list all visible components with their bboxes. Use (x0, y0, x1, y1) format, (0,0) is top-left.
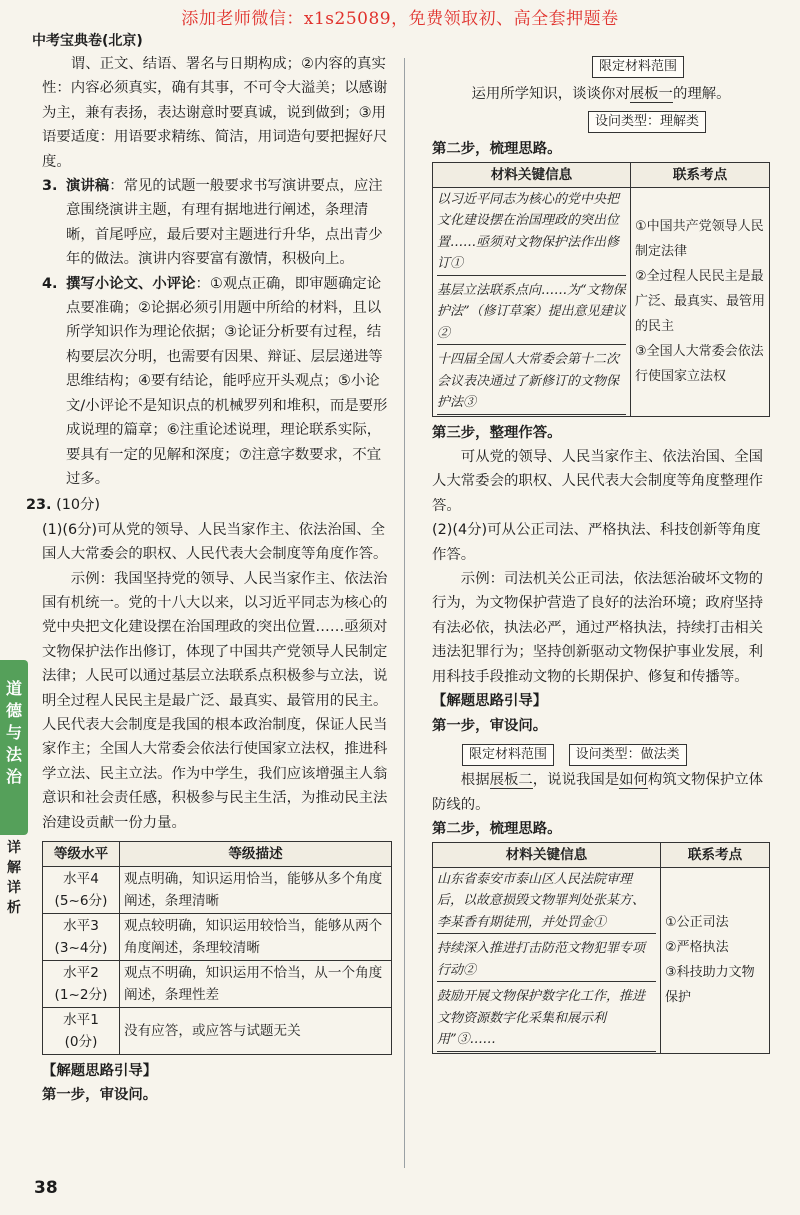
subject-side-tab (0, 660, 28, 835)
step-heading: 第二步，梳理思路。 (432, 821, 562, 838)
grade-score: (1~2分) (54, 987, 108, 1003)
list-item-speech (42, 174, 392, 272)
table-header: 联系考点 (631, 162, 770, 187)
question-2-part: (2)(4分)可从公正司法、严格执法、科技创新等角度作答。 (432, 522, 761, 563)
paragraph-letter-format: 谓、正文、结语、署名与日期构成；②内容的真实性：内容必须真实，确有其事，不可令大溢美；以感谢为主，兼有表扬，表达谢意时要真诚，说到做到；③用语要适度：用语要求精练、简洁，用词造句要把握好尺度。 (42, 56, 388, 170)
material-ref: 展板一 (629, 86, 673, 103)
prompt-text: 构筑文物保护立体防线的。 (432, 772, 764, 813)
tag-question-type: 设问类型：做法类 (569, 744, 687, 766)
column-divider (404, 58, 405, 1168)
question-23-part1: (1)(6分)可从党的领导、人民当家作主、依法治国、全国人大常委会的职权、人民代表大会制度等角度作答。 (42, 521, 388, 563)
key-info: 山东省泰安市泰山区人民法院审理后，以故意损毁文物罪判处张某方、李某香有期徒刑，并处罚金① (437, 869, 656, 935)
grade-score: (3~4分) (54, 940, 108, 956)
key-info: 基层立法联系点向……为“文物保护法”（修订草案）提出意见建议② (437, 280, 626, 346)
table-row (43, 961, 392, 1008)
analysis-table-1 (432, 162, 770, 417)
prompt-text: 根据 (460, 772, 490, 789)
table-row (433, 187, 770, 416)
key-info-cell (433, 867, 661, 1053)
grade-description: 没有应答，或应答与试题无关 (120, 1008, 392, 1055)
item-heading: 演讲稿 (66, 178, 110, 195)
tag-material-scope: 限定材料范围 (462, 744, 554, 766)
grade-table-header: 等级水平 (43, 842, 120, 867)
right-column (432, 52, 770, 1054)
table-header: 材料关键信息 (433, 162, 631, 187)
material-ref: 展板二 (489, 772, 533, 789)
grade-level: 水平3 (63, 918, 99, 934)
page-number: 38 (34, 1178, 58, 1198)
guide-heading: 【解题思路引导】 (42, 1063, 158, 1079)
grade-score: (5~6分) (54, 893, 108, 909)
grade-table (42, 841, 392, 1055)
question-1-prompt (432, 82, 770, 106)
grade-level: 水平2 (63, 965, 99, 981)
prompt-text: 运用所学知识，谈谈你对 (471, 86, 630, 103)
item-text: ：①观点正确，即审题确定论点要准确；②论据必须引用题中所给的材料，且以所学知识作为理论依据；③论证分析要有过程，结构要层次分明，也需要有因果、辩证、层层递进等思维结构；④要有结论，能呼应开头观点；⑤小论文/小评论不是知识点的机械罗列和堆积，而是要形成说理的篇章；⑥注重论述说理，理论联系实际，要具有一定的见解和深度；⑦注意字数要求，不宜过多。 (66, 275, 388, 487)
prompt-text: ，说说我国是 (532, 772, 620, 789)
question-23-header (26, 493, 392, 517)
item-number: 3. (42, 178, 58, 195)
grade-score: (0分) (64, 1034, 98, 1050)
watermark-text: 添加老师微信：x1s25089，免费领取初、高全套押题卷 (181, 9, 619, 29)
question-number: 23. (26, 497, 52, 514)
subject-label: 道德与法治 (5, 679, 22, 786)
list-item-essay (42, 272, 392, 492)
tag-material-scope: 限定材料范围 (592, 56, 684, 78)
grade-level: 水平1 (63, 1012, 99, 1028)
question-2-example: 示例：司法机关公正司法，依法惩治破坏文物的行为，为文物保护营造了良好的法治环境；政府坚持有法必依，执法必严，通过严格执法，持续打击相关违法犯罪行为；坚持创新驱动文物保护事业发展，利用科技手段推动文物的长期保护、修复和传播等。 (432, 571, 764, 685)
table-header: 联系考点 (661, 842, 770, 867)
step-heading: 第一步，审设问。 (432, 717, 548, 734)
guide-heading: 【解题思路引导】 (432, 693, 548, 710)
key-info: 鼓励开展文物保护数字化工作，推进文物资源数字化采集和展示利用”③…… (437, 986, 656, 1052)
related-points: ①公正司法 ②严格执法 ③科技助力文物保护 (661, 867, 770, 1053)
table-row (43, 867, 392, 914)
question-23-example: 示例：我国坚持党的领导、人民当家作主、依法治国有机统一。党的十八大以来，以习近平同志为核心的党中央把文化建设摆在治国理政的突出位置……亟须对文物保护法作出修订，体现了中国共产党领导人民制定法律；人民可以通过基层立法联系点积极参与立法，说明全过程人民民主是最广泛、最真实、最管用的民主。人民代表大会制度是我国的根本政治制度，保证人民当家作主；全国人大常委会依法行使国家立法权，推进科学立法、民主立法。作为中学生，我们应该增强主人翁意识和社会责任感，积极参与民主生活，为推动民主法治建设贡献一份力量。 (42, 570, 388, 831)
table-header: 材料关键信息 (433, 842, 661, 867)
key-info: 十四届全国人大常委会第十二次会议表决通过了新修订的文物保护法③ (437, 349, 626, 415)
item-heading: 撰写小论文、小评论 (66, 275, 196, 292)
grade-description: 观点较明确，知识运用较恰当，能够从两个角度阐述，条理较清晰 (120, 914, 392, 961)
step-heading: 第二步，梳理思路。 (432, 141, 562, 158)
table-row (43, 1008, 392, 1055)
grade-description: 观点明确，知识运用恰当，能够从多个角度阐述，条理清晰 (120, 867, 392, 914)
key-info: 持续深入推进打击防范文物犯罪专项行动② (437, 938, 656, 982)
tag-question-type: 设问类型：理解类 (588, 111, 706, 133)
side-label (2, 838, 26, 918)
left-column (26, 52, 392, 1108)
key-info: 以习近平同志为核心的党中央把文化建设摆在治国理政的突出位置……亟须对文物保护法作出修订① (437, 189, 626, 276)
book-title: 中考宝典卷(北京) (32, 33, 143, 49)
question-score: (10分) (56, 497, 101, 514)
prompt-text: 的理解。 (672, 86, 731, 103)
question-keyword: 如何 (619, 772, 648, 789)
analysis-table-2 (432, 842, 770, 1054)
side-label-text: 详解详析 (7, 840, 21, 916)
item-text: ：常见的试题一般要求书写演讲要点，应注意围绕演讲主题，有理有据地进行阐述，条理清晰，首尾呼应，最后要对主题进行升华，点出青少年的做法。演讲内容要富有激情，积极向上。 (66, 178, 383, 268)
related-points: ①中国共产党领导人民制定法律 ②全过程人民民主是最广泛、最真实、最管用的民主 ③全国人大常委会依法行使国家立法权 (631, 187, 770, 416)
table-row (433, 867, 770, 1053)
table-row (43, 914, 392, 961)
grade-table-header: 等级描述 (120, 842, 392, 867)
key-info-cell (433, 187, 631, 416)
step-heading: 第三步，整理作答。 (432, 424, 562, 441)
question-2-prompt (432, 768, 770, 817)
grade-level: 水平4 (63, 871, 99, 887)
grade-description: 观点不明确，知识运用不恰当，从一个角度阐述，条理性差 (120, 961, 392, 1008)
step-heading: 第一步，审设问。 (42, 1087, 158, 1104)
item-number: 4. (42, 275, 58, 292)
answer-paragraph: 可从党的领导、人民当家作主、依法治国、全国人大常委会的职权、人民代表大会制度等角度整理作答。 (432, 449, 764, 514)
